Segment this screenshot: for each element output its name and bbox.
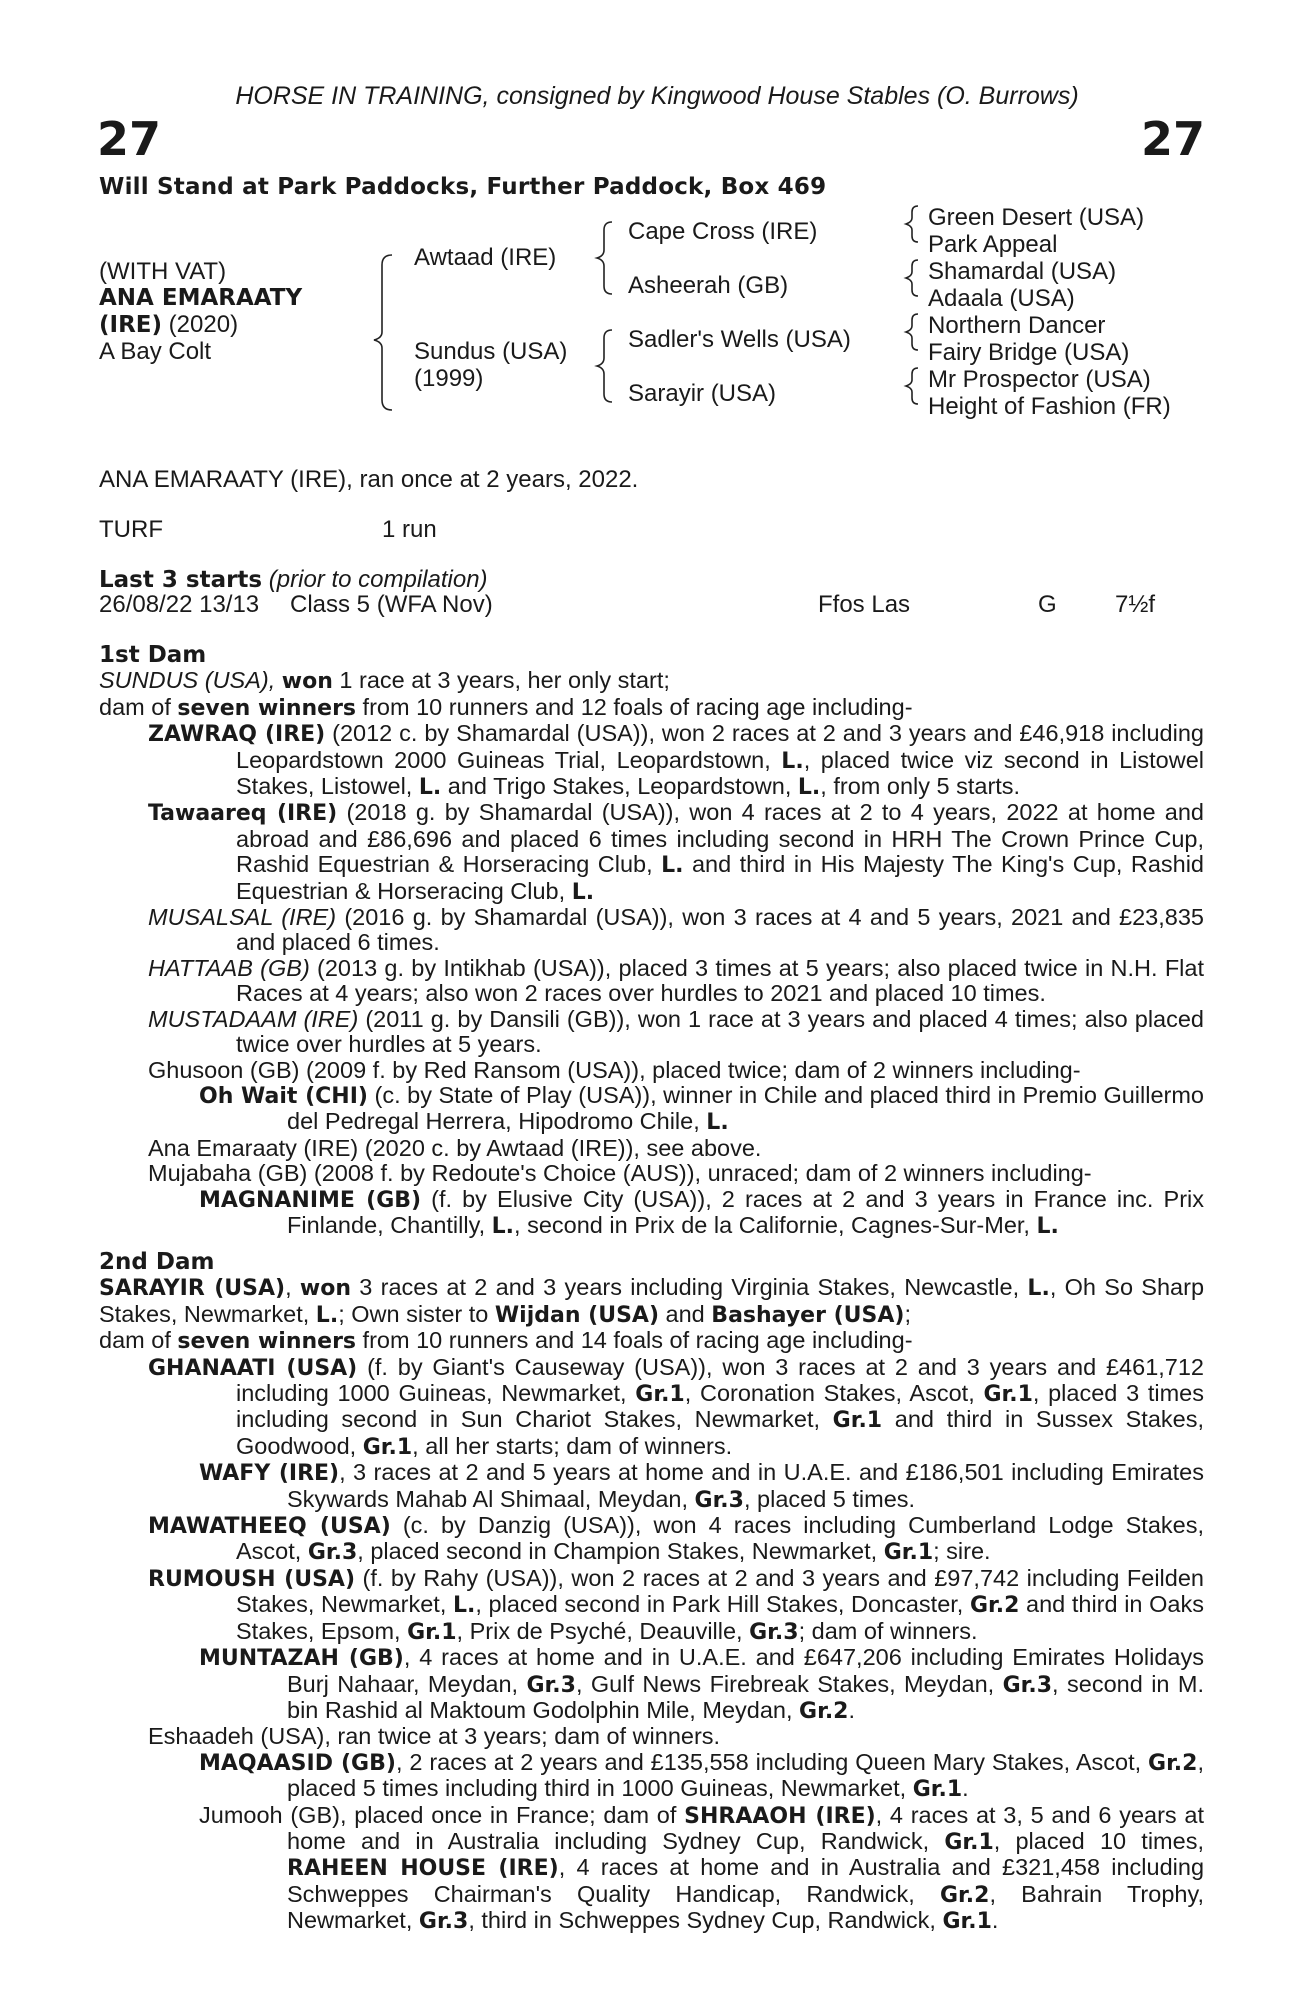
page-header: HORSE IN TRAINING, consigned by Kingwood House Stables (O. Burrows) <box>235 82 1079 110</box>
text: , Prix de Psyché, Deauville, <box>456 1617 750 1644</box>
text: , Oh So Sharp Stakes, Newmarket, <box>99 1274 1205 1327</box>
text: , second in Prix de la Californie, Cagnes-Sur-Mer, <box>514 1211 1037 1238</box>
text: , placed 5 times. <box>743 1485 916 1512</box>
text: . <box>962 1775 969 1802</box>
text: ; Own sister to <box>338 1300 495 1327</box>
text: . <box>848 1696 856 1723</box>
text: Ana Emaraaty (IRE) (2020 c. by Awtaad (IRE)), see above. <box>148 1134 762 1161</box>
gen3-7: Mr Prospector (USA) <box>928 366 1151 393</box>
last-starts-title: Last 3 starts <box>99 567 263 593</box>
text: dam of <box>99 693 178 720</box>
second-dam-section <box>99 1249 1204 1935</box>
horse-name: MAWATHEEQ (USA) <box>148 1514 391 1540</box>
sire: Awtaad (IRE) <box>414 244 557 271</box>
produce-entry <box>99 1803 1204 1935</box>
dam-produce-line <box>99 695 1204 721</box>
text: (2018 g. by Shamardal (USA)), won 4 races at 2 to 4 years, 2022 at home and abroad and £86,696 and placed 6 times including second in HRH The Crown Prince Cup, Rashid Equestrian & Horseracing Club, <box>236 799 1204 878</box>
gen3-1: Green Desert (USA) <box>928 204 1145 231</box>
text: (2016 g. by Shamardal (USA)), won 3 races at 4 and 5 years, 2021 and £23,835 and placed 6 times. <box>236 904 1204 956</box>
horse-name: HATTAAB (GB) <box>148 954 310 981</box>
turf-value: 1 run <box>382 516 437 543</box>
second-dam-line <box>99 1275 1204 1328</box>
gen3-6: Fairy Bridge (USA) <box>928 339 1130 366</box>
dam-dam: Sarayir (USA) <box>628 380 777 407</box>
gen3-5: Northern Dancer <box>928 312 1106 339</box>
text: , placed second in Park Hill Stakes, Doncaster, <box>475 1591 970 1618</box>
produce-entry <box>99 1513 1204 1566</box>
produce-entry <box>99 1724 1204 1749</box>
text: and <box>659 1300 712 1327</box>
text: from 10 runners and 12 foals of racing age including- <box>356 693 913 720</box>
horse-name: MAQAASID (GB) <box>199 1750 396 1776</box>
group-mark: Gr.2 <box>1148 1750 1198 1776</box>
group-mark: Gr.2 <box>940 1882 990 1908</box>
horse-description: A Bay Colt <box>99 338 212 365</box>
lot-number-right: 27 <box>1140 112 1205 166</box>
listed-mark: L. <box>1036 1213 1059 1239</box>
stand-location: Will Stand at Park Paddocks, Further Paddock, Box 469 <box>99 174 827 200</box>
horse-name: ZAWRAQ (IRE) <box>148 722 326 748</box>
listed-mark: L. <box>418 775 442 801</box>
dam-sire: Sadler's Wells (USA) <box>628 326 851 353</box>
horse-name: Oh Wait (CHI) <box>199 1083 368 1109</box>
text: , 4 races at home and in Australia and £321,458 including Schweppes Chairman's Quality Handicap, Randwick, <box>287 1854 1205 1907</box>
text: . <box>991 1907 999 1934</box>
gen3-4: Adaala (USA) <box>928 285 1075 312</box>
horse-name: Tawaareq (IRE) <box>148 801 338 827</box>
second-dam-heading: 2nd Dam <box>99 1249 215 1275</box>
text: , 2 races at 2 years and £135,558 including Queen Mary Stakes, Ascot, <box>395 1748 1149 1775</box>
listed-mark: L. <box>797 775 821 801</box>
won-label: won <box>281 669 333 695</box>
horse-name: Wijdan (USA) <box>494 1302 660 1328</box>
text: dam of <box>99 1327 178 1354</box>
listed-mark: L. <box>1027 1276 1050 1302</box>
gen3-8: Height of Fashion (FR) <box>928 393 1171 420</box>
vat-note: (WITH VAT) <box>99 258 227 285</box>
dam-produce-line <box>99 1328 1204 1354</box>
produce-entry <box>99 800 1204 905</box>
group-mark: Gr.1 <box>832 1408 883 1434</box>
gen3-2: Park Appeal <box>928 231 1058 258</box>
produce-entry <box>99 1007 1204 1058</box>
text: 3 races at 2 and 3 years including Virginia Stakes, Newcastle, <box>351 1274 1028 1301</box>
text: (2011 g. by Dansili (GB)), won 1 race at 3 years and placed 4 times; also placed twice over hurdles at 5 years. <box>236 1005 1204 1058</box>
text: , placed second in Champion Stakes, Newmarket, <box>357 1538 884 1565</box>
produce-entry <box>99 1645 1204 1724</box>
horse-name: MAGNANIME (GB) <box>199 1187 422 1213</box>
turf-label: TURF <box>99 516 163 543</box>
horse-name: ANA EMARAATY <box>99 285 303 311</box>
group-mark: Gr.3 <box>694 1487 744 1513</box>
text: , Bahrain Trophy, Newmarket, <box>287 1880 1205 1934</box>
dam-record: 1 race at 3 years, her only start; <box>332 667 670 694</box>
dam-name: SUNDUS (USA), <box>99 667 282 694</box>
horse-name: MUSALSAL (IRE) <box>148 904 337 931</box>
text: , from only 5 starts. <box>820 773 1021 800</box>
text: Eshaadeh (USA), ran twice at 3 years; dam of winners. <box>148 1723 721 1750</box>
sire-sire: Cape Cross (IRE) <box>628 218 818 245</box>
first-dam-heading: 1st Dam <box>99 642 207 668</box>
first-dam-line <box>99 668 1204 694</box>
listed-mark: L. <box>315 1302 339 1328</box>
produce-entry <box>99 1460 1204 1513</box>
produce-entry <box>99 956 1204 1007</box>
group-mark: Gr.2 <box>799 1698 849 1724</box>
text: (2012 c. by Shamardal (USA)), won 2 races at 2 and 3 years and £46,918 including Leopardstown 2000 Guineas Trial, Leopardstown, <box>236 720 1204 773</box>
won-label: won <box>299 1276 351 1302</box>
text: and third in Oaks Stakes, Epsom, <box>236 1591 1204 1644</box>
text: , placed twice viz second in Listowel Stakes, Listowel, <box>236 746 1205 800</box>
text: (c. by State of Play (USA)), winner in Chile and placed third in Premio Guillermo del Pedregal Herrera, Hipodromo Chile, <box>287 1081 1204 1135</box>
listed-mark: L. <box>781 748 804 774</box>
text: , second in M. bin Rashid al Maktoum Godolphin Mile, Meydan, <box>287 1670 1205 1723</box>
text: , placed 3 times including second in Sun Chariot Stakes, Newmarket, <box>236 1380 1204 1433</box>
text: (f. by Rahy (USA)), won 2 races at 2 and 3 years and £97,742 including Feilden Stakes, Newmarket, <box>236 1564 1204 1618</box>
start-distance: 7½f <box>1115 591 1156 618</box>
winners-count: seven winners <box>177 695 357 721</box>
listed-mark: L. <box>661 853 684 879</box>
start-going: G <box>1038 591 1057 618</box>
produce-entry <box>99 1355 1204 1461</box>
text: ; dam of winners. <box>798 1617 978 1644</box>
horse-name: RAHEEN HOUSE (IRE) <box>287 1856 559 1882</box>
group-mark: Gr.1 <box>362 1434 413 1460</box>
group-mark: Gr.3 <box>526 1672 576 1698</box>
horse-year: (2020) <box>162 311 239 338</box>
dam: Sundus (USA) <box>414 338 568 365</box>
horse-name: Bashayer (USA) <box>711 1302 905 1328</box>
produce-entry <box>99 1566 1204 1645</box>
first-dam-section <box>99 642 1204 1239</box>
horse-name: MUNTAZAH (GB) <box>199 1646 404 1672</box>
text: , 4 races at home and in U.A.E. and £647,206 including Emirates Holidays Burj Nahaar, Meydan, <box>287 1644 1204 1697</box>
listed-mark: L. <box>571 879 595 905</box>
group-mark: Gr.1 <box>983 1382 1033 1408</box>
text: Ghusoon (GB) (2009 f. by Red Ransom (USA)), placed twice; dam of 2 winners including- <box>148 1056 1081 1083</box>
group-mark: Gr.3 <box>749 1619 799 1645</box>
horse-name: GHANAATI (USA) <box>148 1355 358 1381</box>
text: , third in Schweppes Sydney Cup, Randwick, <box>468 1907 943 1934</box>
listed-mark: L. <box>491 1213 515 1239</box>
horse-name: SHRAAOH (IRE) <box>684 1803 876 1829</box>
text: ; sire. <box>933 1538 991 1565</box>
text: , 4 races at 3, 5 and 6 years at home and in Australia including Sydney Cup, Randwick, <box>287 1801 1204 1854</box>
group-mark: Gr.3 <box>307 1540 358 1566</box>
produce-entry <box>99 1136 1204 1161</box>
horse-name: MUSTADAAM (IRE) <box>148 1005 359 1032</box>
listed-mark: L. <box>706 1110 729 1136</box>
text: and Trigo Stakes, Leopardstown, <box>441 773 798 800</box>
dam-year: (1999) <box>414 365 484 392</box>
dam-name: SARAYIR (USA) <box>99 1276 286 1302</box>
race-summary: ANA EMARAATY (IRE), ran once at 2 years, 2022. <box>99 466 639 493</box>
group-mark: Gr.1 <box>942 1909 992 1935</box>
produce-entry <box>99 1083 1204 1136</box>
start-race-class: Class 5 (WFA Nov) <box>290 591 493 618</box>
start-course: Ffos Las <box>818 591 911 618</box>
text: , Gulf News Firebreak Stakes, Meydan, <box>575 1670 1003 1697</box>
produce-entry <box>99 721 1204 800</box>
text: , placed 10 times, <box>993 1827 1204 1854</box>
text: from 10 runners and 14 foals of racing age including- <box>356 1327 913 1354</box>
group-mark: Gr.1 <box>635 1382 685 1408</box>
group-mark: Gr.1 <box>944 1829 994 1855</box>
group-mark: Gr.1 <box>883 1540 934 1566</box>
text: (c. by Danzig (USA)), won 4 races including Cumberland Lodge Stakes, Ascot, <box>236 1512 1204 1565</box>
sire-dam: Asheerah (GB) <box>628 272 789 299</box>
group-mark: Gr.3 <box>1002 1672 1053 1698</box>
group-mark: Gr.2 <box>969 1593 1020 1619</box>
produce-entry <box>99 1161 1204 1186</box>
horse-name: RUMOUSH (USA) <box>148 1566 355 1592</box>
text: (f. by Giant's Causeway (USA)), won 3 races at 2 and 3 years and £461,712 including 1000 Guineas, Newmarket, <box>236 1353 1205 1407</box>
text: and third in His Majesty The King's Cup, Rashid Equestrian & Horseracing Club, <box>236 851 1204 904</box>
group-mark: Gr.1 <box>407 1619 457 1645</box>
produce-entry <box>99 1058 1204 1083</box>
text: , 3 races at 2 and 5 years at home and in U.A.E. and £186,501 including Emirates Skywards Mahab Al Shimaal, Meydan, <box>287 1459 1204 1512</box>
text: Jumooh (GB), placed once in France; dam of <box>199 1801 685 1828</box>
group-mark: Gr.1 <box>912 1777 963 1803</box>
text: , placed 5 times including third in 1000 Guineas, Newmarket, <box>287 1748 1204 1802</box>
text: Mujabaha (GB) (2008 f. by Redoute's Choice (AUS)), unraced; dam of 2 winners including- <box>148 1160 1092 1187</box>
group-mark: Gr.3 <box>418 1909 469 1935</box>
winners-count: seven winners <box>177 1329 357 1355</box>
horse-name: WAFY (IRE) <box>199 1461 340 1487</box>
text: ; <box>904 1300 911 1327</box>
start-date-position: 26/08/22 13/13 <box>99 591 260 618</box>
lot-number-left: 27 <box>97 112 162 166</box>
text: , all her starts; dam of winners. <box>412 1432 733 1459</box>
produce-entry <box>99 1187 1204 1240</box>
produce-entry <box>99 1750 1204 1803</box>
gen3-3: Shamardal (USA) <box>928 258 1117 285</box>
text: (f. by Elusive City (USA)), 2 races at 2 and 3 years in France inc. Prix Finlande, Chantilly, <box>287 1185 1204 1238</box>
text: and third in Sussex Stakes, Goodwood, <box>236 1406 1204 1459</box>
last-starts-heading <box>99 566 488 594</box>
text: , <box>285 1274 300 1301</box>
text: (2013 g. by Intikhab (USA)), placed 3 times at 5 years; also placed twice in N.H. Flat Races at 4 years; also won 2 races over hurdles to 2021 and placed 10 times. <box>236 954 1204 1007</box>
produce-entry <box>99 905 1204 956</box>
horse-country: (IRE) <box>99 312 163 338</box>
last-starts-note: (prior to compilation) <box>268 566 488 593</box>
listed-mark: L. <box>453 1593 476 1619</box>
text: , Coronation Stakes, Ascot, <box>684 1380 984 1407</box>
